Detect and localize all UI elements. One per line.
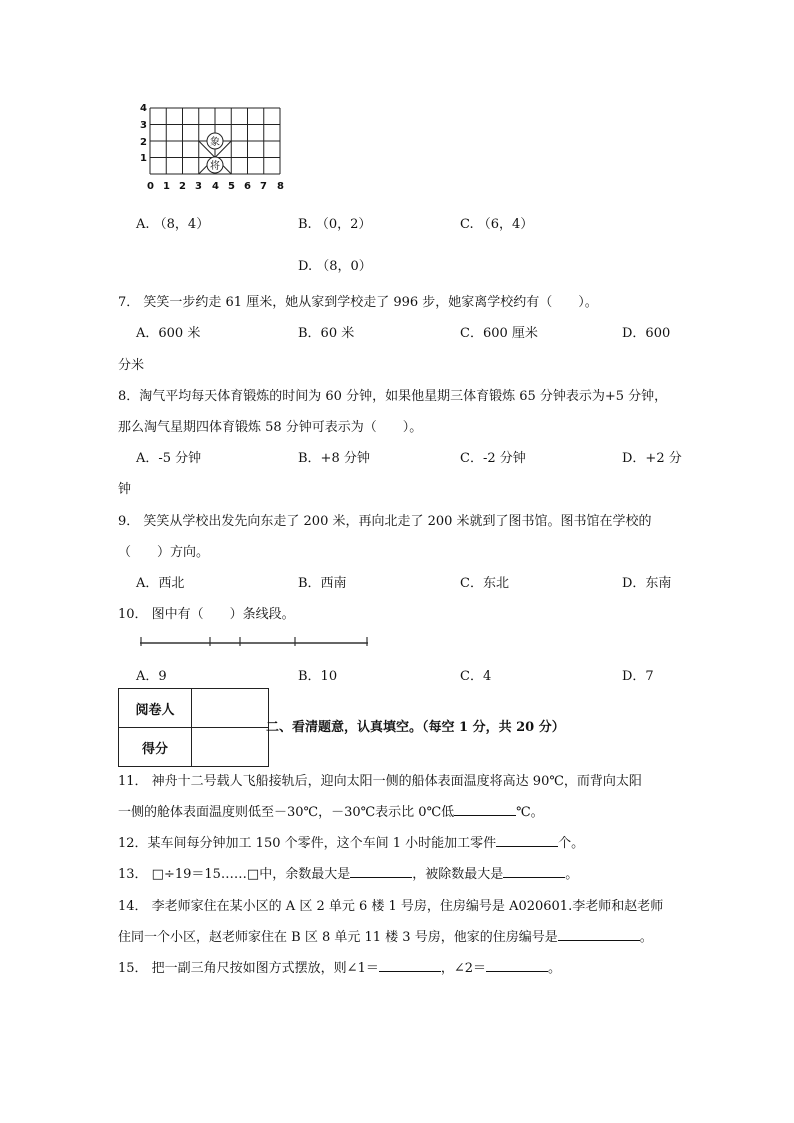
x-label-0: 0: [147, 181, 154, 192]
q7-option-a[interactable]: A．600 米: [136, 326, 201, 341]
q13-line: [118, 863, 578, 882]
y-label-2: 2: [140, 137, 147, 148]
q14-answer-blank[interactable]: [558, 928, 640, 941]
q6-option-d[interactable]: D. （8，0）: [298, 259, 372, 274]
x-label-4: 4: [212, 181, 219, 192]
q12-text: 12．某车间每分钟加工 150 个零件，这个车间 1 小时能加工零件: [118, 836, 497, 851]
q10-option-d[interactable]: D．7: [622, 669, 654, 684]
piece-elephant-label: 象: [210, 137, 220, 148]
q13-text-2: ，被除数最大是: [412, 867, 504, 882]
x-label-7: 7: [260, 181, 267, 192]
q10-line-svg: [140, 634, 370, 650]
q14-end: 。: [639, 930, 653, 945]
q13-answer-blank-2[interactable]: [503, 865, 565, 878]
score-table: [118, 688, 269, 767]
q12-unit: 个。: [558, 836, 585, 851]
x-label-5: 5: [228, 181, 235, 192]
q7-option-d-wrap: 分米: [118, 358, 145, 373]
q15-line: [118, 957, 561, 976]
x-label-2: 2: [179, 181, 186, 192]
q6-option-a[interactable]: A. （8，4）: [136, 217, 210, 232]
q15-text-1: 15． 把一副三角尺按如图方式摆放，则∠1＝: [118, 961, 379, 976]
q9-option-c[interactable]: C．东北: [460, 576, 509, 591]
q15-text-3: 。: [548, 961, 562, 976]
q7-stem: 7． 笑笑一步约走 61 厘米，她从家到学校走了 996 步，她家离学校约有（ ）。: [118, 295, 598, 310]
q6-option-b[interactable]: B. （0，2）: [298, 217, 372, 232]
y-label-3: 3: [140, 120, 147, 131]
q9-option-a[interactable]: A．西北: [136, 576, 185, 591]
piece-general-label: 将: [210, 161, 220, 172]
q13-text-3: 。: [565, 867, 579, 882]
q13-answer-blank-1[interactable]: [350, 865, 412, 878]
q11-answer-blank[interactable]: [454, 803, 516, 816]
q11-line-2: [118, 801, 544, 820]
q8-line-2: 那么淘气星期四体育锻炼 58 分钟可表示为（ ）。: [118, 420, 423, 435]
q8-line-1: 8．淘气平均每天体育锻炼的时间为 60 分钟，如果他星期三体育锻炼 65 分钟表示为+5 分钟，: [118, 389, 668, 404]
q8-option-d-wrap: 钟: [118, 482, 132, 497]
q7-option-c[interactable]: C．600 厘米: [460, 326, 538, 341]
y-label-1: 1: [140, 153, 147, 164]
q8-option-b[interactable]: B．+8 分钟: [298, 451, 370, 466]
q8-option-c[interactable]: C．-2 分钟: [460, 451, 526, 466]
reviewer-label: 阅卷人: [119, 689, 192, 728]
piece-elephant: [207, 133, 223, 149]
q10-option-a[interactable]: A．9: [136, 669, 167, 684]
q14-line-1: 14． 李老师家住在某小区的 A 区 2 单元 6 楼 1 号房，住房编号是 A020601.李老师和赵老师: [118, 899, 664, 914]
q8-option-a[interactable]: A．-5 分钟: [136, 451, 202, 466]
q12-answer-blank[interactable]: [496, 834, 558, 847]
q12-line: [118, 832, 584, 851]
score-label: 得分: [119, 728, 192, 767]
q10-option-c[interactable]: C．4: [460, 669, 492, 684]
section-2-title: 二、看清题意，认真填空。（每空 1 分，共 20 分）: [266, 720, 565, 735]
q15-text-2: ，∠2＝: [440, 961, 487, 976]
q9-option-b[interactable]: B．西南: [298, 576, 347, 591]
q14-line-2: [118, 926, 653, 945]
x-label-8: 8: [277, 181, 284, 192]
piece-general: [207, 157, 223, 173]
score-cell[interactable]: [192, 728, 269, 767]
x-label-3: 3: [195, 181, 202, 192]
q7-option-b[interactable]: B．60 米: [298, 326, 355, 341]
x-label-6: 6: [244, 181, 251, 192]
q15-answer-blank-2[interactable]: [486, 959, 548, 972]
q10-line-segment-figure: [140, 634, 370, 650]
q13-text-1: 13． □÷19＝15……□中，余数最大是: [118, 867, 351, 882]
q9-line-2: （ ）方向。: [118, 545, 210, 560]
q14-text: 住同一个小区，赵老师家住在 B 区 8 单元 11 楼 3 号房，他家的住房编号是: [118, 930, 558, 945]
q11-line-1: 11． 神舟十二号载人飞船接轨后，迎向太阳一侧的船体表面温度将高达 90℃，而背向太阳: [118, 774, 642, 789]
q15-answer-blank-1[interactable]: [379, 959, 441, 972]
q10-option-b[interactable]: B．10: [298, 669, 338, 684]
q9-option-d[interactable]: D．东南: [622, 576, 672, 591]
x-label-1: 1: [163, 181, 170, 192]
q10-stem: 10． 图中有（ ）条线段。: [118, 607, 295, 622]
q11-line-2-text: 一侧的舱体表面温度则低至－30℃，－30℃表示比 0℃低: [118, 805, 455, 820]
q7-option-d[interactable]: D．600: [622, 326, 671, 341]
coordinate-grid-figure: [130, 100, 300, 192]
q11-unit: ℃。: [516, 805, 544, 820]
q9-line-1: 9． 笑笑从学校出发先向东走了 200 米，再向北走了 200 米就到了图书馆。图书馆在学校的: [118, 514, 652, 529]
q8-option-d[interactable]: D．+2 分: [622, 451, 682, 466]
reviewer-cell[interactable]: [192, 689, 269, 728]
grid-svg: [130, 100, 300, 192]
y-label-4: 4: [140, 103, 147, 114]
q6-option-c[interactable]: C. （6，4）: [460, 217, 534, 232]
